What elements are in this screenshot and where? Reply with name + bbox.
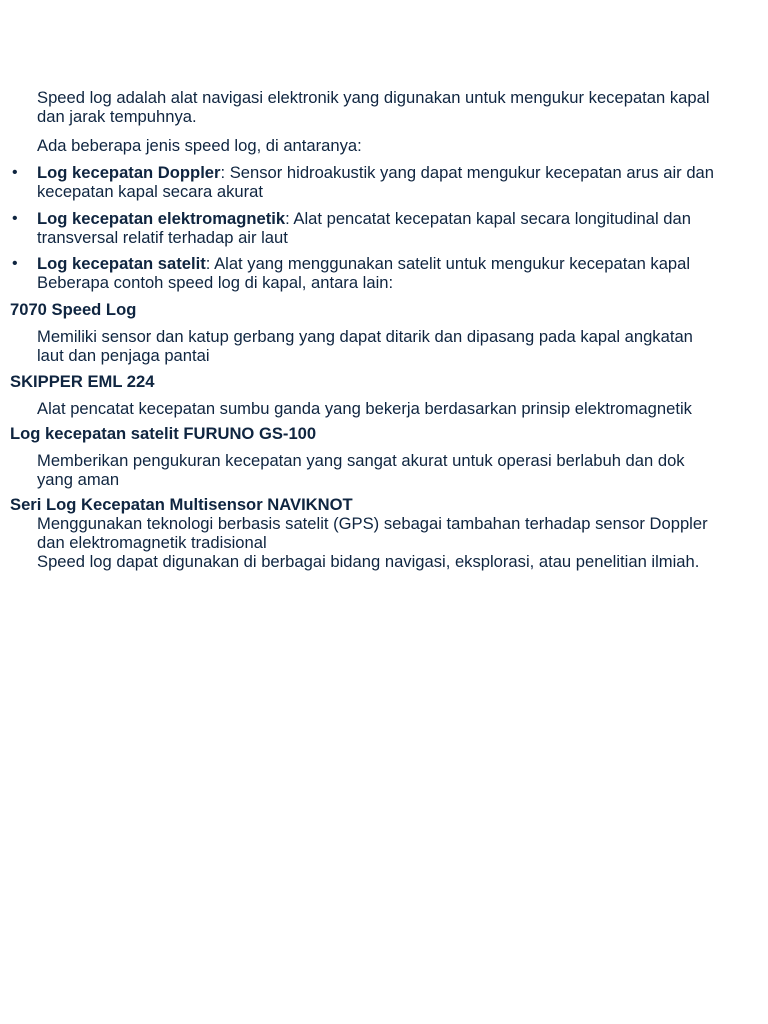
example-heading: 7070 Speed Log xyxy=(10,300,137,319)
bullet-icon: • xyxy=(12,210,18,227)
list-item-desc: transversal relatif terhadap air laut xyxy=(37,228,288,247)
example-desc-line: Menggunakan teknologi berbasis satelit (GPS) sebagai tambahan terhadap sensor Doppler xyxy=(37,514,708,533)
example-description xyxy=(37,327,757,365)
list-item-desc: : Alat pencatat kecepatan kapal secara longitudinal dan xyxy=(285,209,691,228)
intro-line-2: dan jarak tempuhnya. xyxy=(37,107,197,126)
example-heading: Log kecepatan satelit FURUNO GS-100 xyxy=(10,424,317,443)
bullet-icon: • xyxy=(12,255,18,272)
list-item-doppler xyxy=(37,163,757,201)
example-desc-line: laut dan penjaga pantai xyxy=(37,346,210,365)
list-item-electromagnetic xyxy=(37,209,757,247)
example-heading: SKIPPER EML 224 xyxy=(10,372,155,391)
example-description xyxy=(37,399,757,418)
example-desc-line: Memiliki sensor dan katup gerbang yang dapat ditarik dan dipasang pada kapal angkatan xyxy=(37,327,693,346)
example-desc-line: Alat pencatat kecepatan sumbu ganda yang bekerja berdasarkan prinsip elektromagnetik xyxy=(37,399,692,418)
example-description xyxy=(37,514,757,571)
list-item-desc: : Alat yang menggunakan satelit untuk mengukur kecepatan kapal xyxy=(205,254,691,273)
types-intro: Ada beberapa jenis speed log, di antaranya: xyxy=(37,136,362,155)
list-item-desc: Beberapa contoh speed log di kapal, antara lain: xyxy=(37,273,394,292)
closing-line: Speed log dapat digunakan di berbagai bidang navigasi, eksplorasi, atau penelitian ilmiah. xyxy=(37,552,700,571)
intro-line-1: Speed log adalah alat navigasi elektronik yang digunakan untuk mengukur kecepatan kapal xyxy=(37,88,710,107)
example-heading: Seri Log Kecepatan Multisensor NAVIKNOT xyxy=(10,495,353,514)
list-item-desc: kecepatan kapal secara akurat xyxy=(37,182,264,201)
list-item-title: Log kecepatan elektromagnetik xyxy=(37,209,286,228)
intro-paragraph xyxy=(37,88,757,126)
example-description xyxy=(37,451,757,489)
bullet-icon: • xyxy=(12,164,18,181)
list-item-title: Log kecepatan satelit xyxy=(37,254,206,273)
example-desc-line: dan elektromagnetik tradisional xyxy=(37,533,267,552)
example-desc-line: Memberikan pengukuran kecepatan yang sangat akurat untuk operasi berlabuh dan dok xyxy=(37,451,685,470)
list-item-satellite xyxy=(37,254,757,292)
list-item-desc: : Sensor hidroakustik yang dapat mengukur kecepatan arus air dan xyxy=(220,163,715,182)
list-item-title: Log kecepatan Doppler xyxy=(37,163,221,182)
example-desc-line: yang aman xyxy=(37,470,120,489)
